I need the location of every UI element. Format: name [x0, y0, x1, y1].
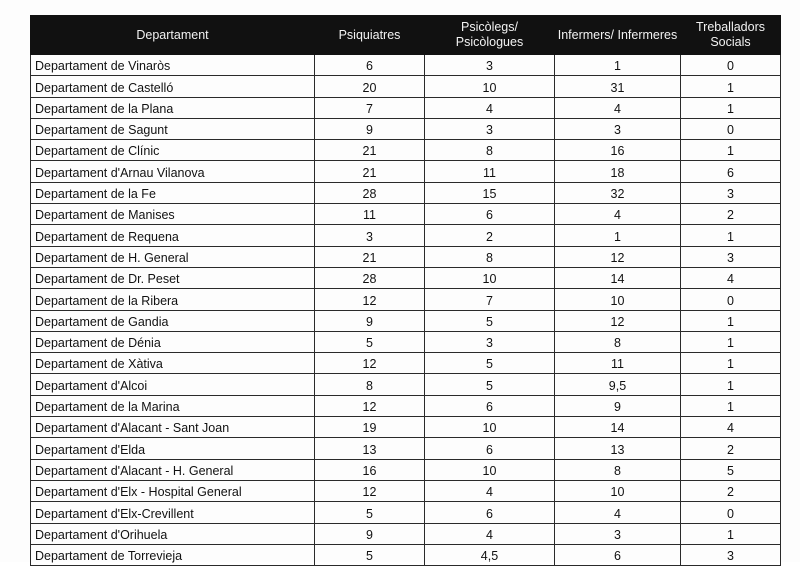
psiquiatres-cell: 7 [315, 97, 425, 118]
infermers-cell: 6 [555, 544, 681, 565]
psicolegs-cell: 4,5 [425, 544, 555, 565]
psicolegs-cell: 10 [425, 76, 555, 97]
psicolegs-cell: 10 [425, 417, 555, 438]
department-name-cell: Departament de Manises [31, 204, 315, 225]
department-name-cell: Departament de la Fe [31, 182, 315, 203]
infermers-cell: 10 [555, 480, 681, 501]
table-row [31, 438, 781, 459]
treballadors-socials-cell: 4 [681, 417, 781, 438]
psicolegs-cell: 6 [425, 502, 555, 523]
psicolegs-cell: 10 [425, 267, 555, 288]
table-row [31, 55, 781, 76]
infermers-cell: 10 [555, 289, 681, 310]
infermers-cell: 18 [555, 161, 681, 182]
department-name-cell: Departament d'Elx-Crevillent [31, 502, 315, 523]
treballadors-socials-cell: 1 [681, 97, 781, 118]
department-name-cell: Departament d'Elx - Hospital General [31, 480, 315, 501]
infermers-cell: 9,5 [555, 374, 681, 395]
department-name-cell: Departament de Torrevieja [31, 544, 315, 565]
psiquiatres-cell: 28 [315, 182, 425, 203]
department-name-cell: Departament de Sagunt [31, 118, 315, 139]
psiquiatres-cell: 9 [315, 523, 425, 544]
psiquiatres-cell: 13 [315, 438, 425, 459]
psiquiatres-cell: 3 [315, 225, 425, 246]
treballadors-socials-cell: 2 [681, 480, 781, 501]
table-row [31, 118, 781, 139]
infermers-cell: 8 [555, 459, 681, 480]
table-row [31, 480, 781, 501]
department-name-cell: Departament de Dr. Peset [31, 267, 315, 288]
staffing-table [30, 15, 781, 566]
psiquiatres-cell: 20 [315, 76, 425, 97]
psiquiatres-cell: 21 [315, 246, 425, 267]
department-name-cell: Departament d'Alacant - Sant Joan [31, 417, 315, 438]
psiquiatres-cell: 21 [315, 161, 425, 182]
table-row [31, 395, 781, 416]
psicolegs-cell: 4 [425, 523, 555, 544]
treballadors-socials-cell: 2 [681, 204, 781, 225]
infermers-cell: 1 [555, 225, 681, 246]
infermers-cell: 12 [555, 310, 681, 331]
psicolegs-cell: 3 [425, 55, 555, 76]
treballadors-socials-cell: 4 [681, 267, 781, 288]
treballadors-socials-cell: 0 [681, 289, 781, 310]
department-name-cell: Departament de la Ribera [31, 289, 315, 310]
infermers-cell: 8 [555, 331, 681, 352]
psicolegs-cell: 8 [425, 140, 555, 161]
treballadors-socials-cell: 1 [681, 523, 781, 544]
table-row [31, 331, 781, 352]
table-header [31, 16, 781, 55]
header-treballadors-socials: Treballadors Socials [681, 16, 781, 55]
infermers-cell: 4 [555, 204, 681, 225]
infermers-cell: 32 [555, 182, 681, 203]
psiquiatres-cell: 12 [315, 289, 425, 310]
psiquiatres-cell: 9 [315, 118, 425, 139]
treballadors-socials-cell: 1 [681, 374, 781, 395]
psiquiatres-cell: 5 [315, 502, 425, 523]
infermers-cell: 4 [555, 502, 681, 523]
psiquiatres-cell: 21 [315, 140, 425, 161]
table-row [31, 310, 781, 331]
department-name-cell: Departament de Dénia [31, 331, 315, 352]
treballadors-socials-cell: 1 [681, 331, 781, 352]
psiquiatres-cell: 16 [315, 459, 425, 480]
table-row [31, 289, 781, 310]
treballadors-socials-cell: 1 [681, 225, 781, 246]
department-name-cell: Departament de Vinaròs [31, 55, 315, 76]
infermers-cell: 9 [555, 395, 681, 416]
treballadors-socials-cell: 1 [681, 395, 781, 416]
department-name-cell: Departament d'Arnau Vilanova [31, 161, 315, 182]
table-row [31, 267, 781, 288]
treballadors-socials-cell: 0 [681, 118, 781, 139]
psicolegs-cell: 3 [425, 331, 555, 352]
psiquiatres-cell: 5 [315, 331, 425, 352]
psiquiatres-cell: 11 [315, 204, 425, 225]
psicolegs-cell: 15 [425, 182, 555, 203]
psicolegs-cell: 10 [425, 459, 555, 480]
department-name-cell: Departament de la Plana [31, 97, 315, 118]
table-row [31, 97, 781, 118]
psiquiatres-cell: 8 [315, 374, 425, 395]
psiquiatres-cell: 12 [315, 353, 425, 374]
table-row [31, 204, 781, 225]
infermers-cell: 31 [555, 76, 681, 97]
infermers-cell: 16 [555, 140, 681, 161]
table-row [31, 140, 781, 161]
department-name-cell: Departament de la Marina [31, 395, 315, 416]
psicolegs-cell: 8 [425, 246, 555, 267]
infermers-cell: 3 [555, 118, 681, 139]
department-name-cell: Departament de Requena [31, 225, 315, 246]
table-row [31, 161, 781, 182]
treballadors-socials-cell: 3 [681, 544, 781, 565]
treballadors-socials-cell: 1 [681, 140, 781, 161]
department-name-cell: Departament de Xàtiva [31, 353, 315, 374]
table-row [31, 182, 781, 203]
department-name-cell: Departament de H. General [31, 246, 315, 267]
psicolegs-cell: 4 [425, 480, 555, 501]
header-departament: Departament [31, 16, 315, 55]
psiquiatres-cell: 12 [315, 395, 425, 416]
table-row [31, 417, 781, 438]
header-row [31, 16, 781, 55]
psicolegs-cell: 4 [425, 97, 555, 118]
psicolegs-cell: 6 [425, 438, 555, 459]
table-row [31, 502, 781, 523]
department-name-cell: Departament de Gandia [31, 310, 315, 331]
table-body [31, 55, 781, 566]
treballadors-socials-cell: 1 [681, 310, 781, 331]
psicolegs-cell: 5 [425, 310, 555, 331]
table-row [31, 353, 781, 374]
psiquiatres-cell: 12 [315, 480, 425, 501]
treballadors-socials-cell: 2 [681, 438, 781, 459]
psiquiatres-cell: 19 [315, 417, 425, 438]
header-psiquiatres: Psiquiatres [315, 16, 425, 55]
psicolegs-cell: 6 [425, 204, 555, 225]
treballadors-socials-cell: 3 [681, 246, 781, 267]
table-row [31, 246, 781, 267]
table-row [31, 225, 781, 246]
treballadors-socials-cell: 6 [681, 161, 781, 182]
header-infermers: Infermers/ Infermeres [555, 16, 681, 55]
infermers-cell: 13 [555, 438, 681, 459]
table-row [31, 523, 781, 544]
psiquiatres-cell: 9 [315, 310, 425, 331]
psicolegs-cell: 7 [425, 289, 555, 310]
treballadors-socials-cell: 5 [681, 459, 781, 480]
treballadors-socials-cell: 0 [681, 55, 781, 76]
psicolegs-cell: 3 [425, 118, 555, 139]
department-name-cell: Departament de Clínic [31, 140, 315, 161]
psiquiatres-cell: 6 [315, 55, 425, 76]
treballadors-socials-cell: 1 [681, 353, 781, 374]
infermers-cell: 14 [555, 267, 681, 288]
treballadors-socials-cell: 3 [681, 182, 781, 203]
department-name-cell: Departament d'Alcoi [31, 374, 315, 395]
infermers-cell: 1 [555, 55, 681, 76]
treballadors-socials-cell: 1 [681, 76, 781, 97]
psicolegs-cell: 5 [425, 353, 555, 374]
department-name-cell: Departament d'Elda [31, 438, 315, 459]
psicolegs-cell: 6 [425, 395, 555, 416]
psicolegs-cell: 5 [425, 374, 555, 395]
table-row [31, 459, 781, 480]
infermers-cell: 4 [555, 97, 681, 118]
psicolegs-cell: 11 [425, 161, 555, 182]
table-row [31, 76, 781, 97]
infermers-cell: 12 [555, 246, 681, 267]
psiquiatres-cell: 5 [315, 544, 425, 565]
header-psicolegs: Psicòlegs/ Psicòlogues [425, 16, 555, 55]
infermers-cell: 11 [555, 353, 681, 374]
department-name-cell: Departament de Castelló [31, 76, 315, 97]
treballadors-socials-cell: 0 [681, 502, 781, 523]
psiquiatres-cell: 28 [315, 267, 425, 288]
infermers-cell: 14 [555, 417, 681, 438]
infermers-cell: 3 [555, 523, 681, 544]
table-row [31, 374, 781, 395]
department-name-cell: Departament d'Alacant - H. General [31, 459, 315, 480]
psicolegs-cell: 2 [425, 225, 555, 246]
table-row [31, 544, 781, 565]
department-name-cell: Departament d'Orihuela [31, 523, 315, 544]
